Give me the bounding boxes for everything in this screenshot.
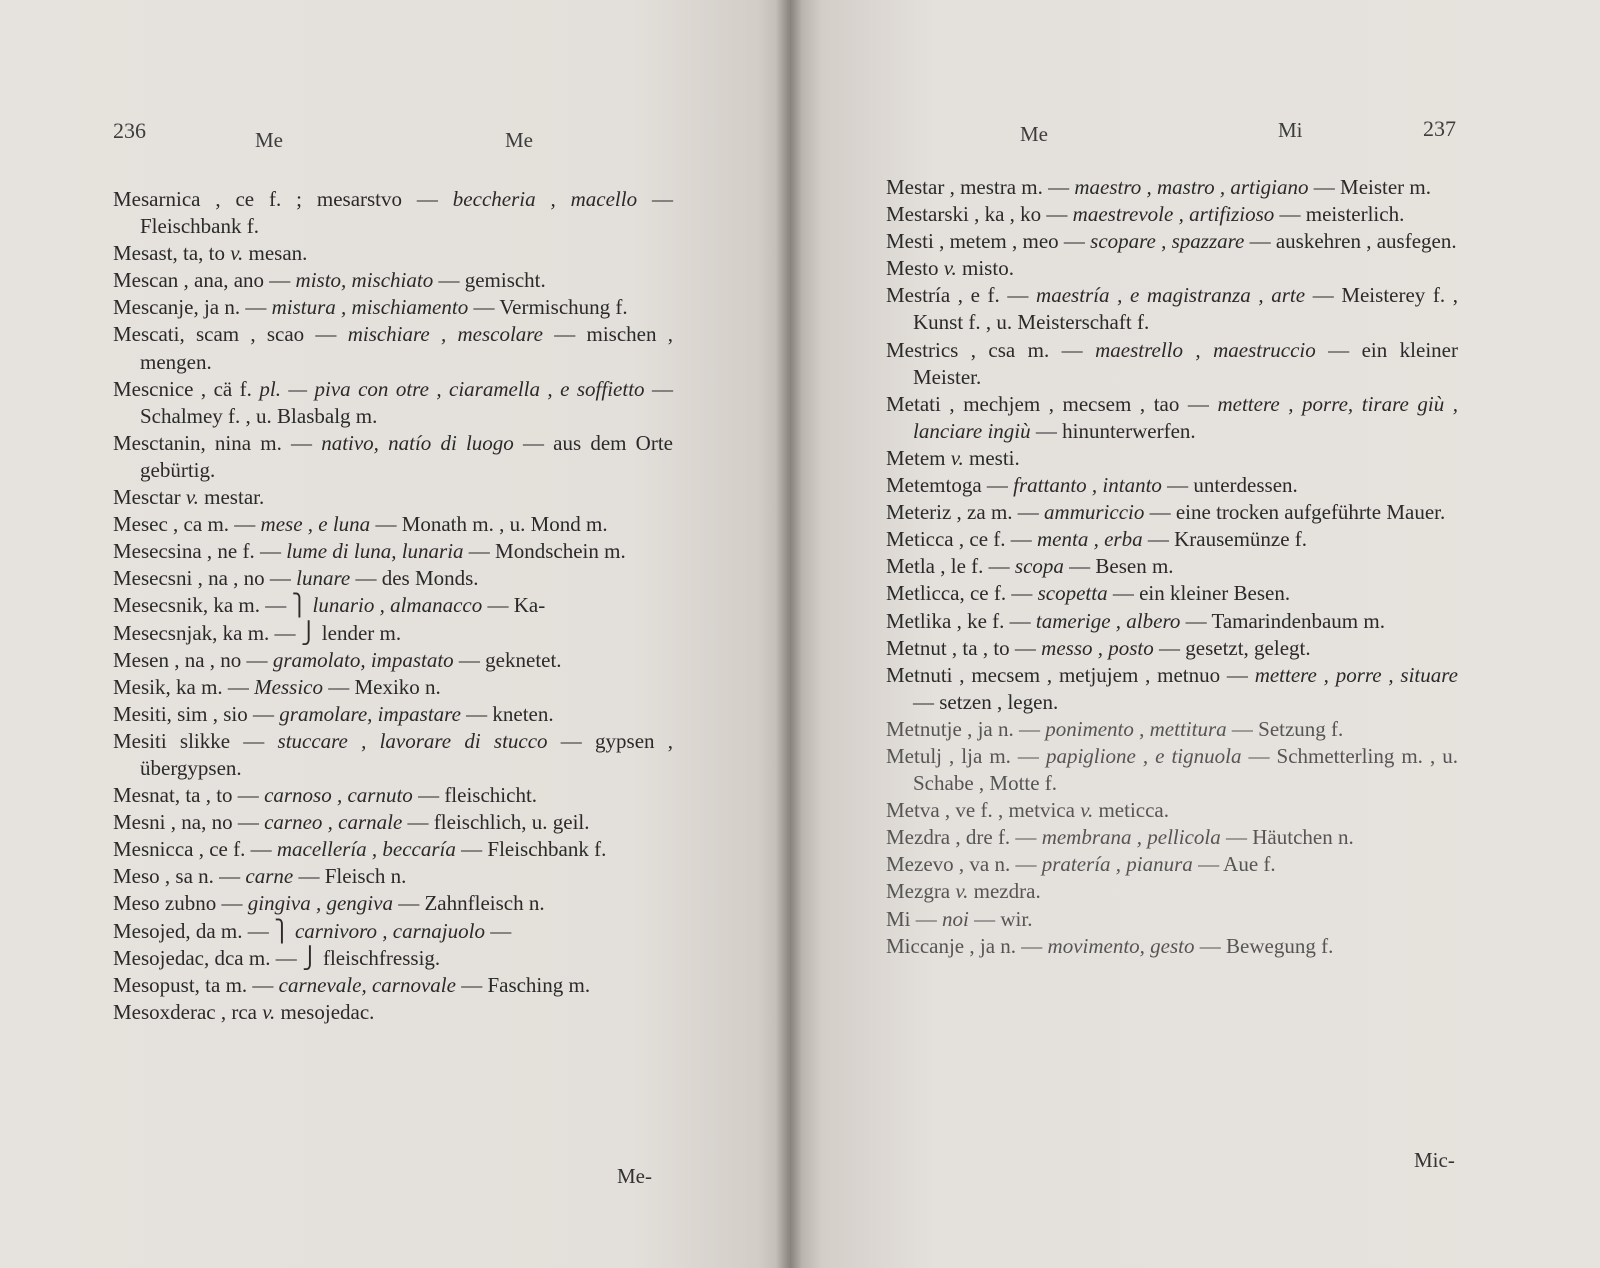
entry-headword: Mesnat, ta , to — bbox=[113, 783, 265, 808]
page-number: 237 bbox=[1423, 116, 1456, 141]
entry-italian: mettere , porre , situare bbox=[1254, 662, 1458, 687]
dictionary-entry bbox=[886, 201, 1458, 228]
entry-headword: Mesti , metem , meo — bbox=[886, 229, 1091, 254]
dictionary-entry bbox=[113, 620, 673, 647]
entry-headword: Mesni , na, no — bbox=[113, 810, 265, 835]
dictionary-entry bbox=[886, 445, 1458, 472]
entry-headword: Mesojedac, dca m. — ⎭ bbox=[113, 945, 323, 970]
dictionary-column bbox=[886, 174, 1458, 960]
entry-italian: pratería , pianura bbox=[1041, 852, 1193, 877]
entry-german: mestar. bbox=[198, 485, 265, 510]
entry-italian: stuccare , lavorare di stucco bbox=[277, 728, 548, 753]
dictionary-entry bbox=[113, 999, 673, 1026]
entry-headword: Metemtoga — bbox=[886, 473, 1014, 498]
dictionary-entry bbox=[113, 267, 673, 294]
entry-headword: Mesecsnik, ka m. — ⎫ bbox=[113, 593, 313, 618]
catchword: Me- bbox=[617, 1164, 652, 1188]
dictionary-entry bbox=[886, 824, 1458, 851]
entry-italian: mese , e luna bbox=[260, 512, 371, 537]
dictionary-entry bbox=[886, 526, 1458, 553]
dictionary-entry bbox=[886, 797, 1458, 824]
entry-italian: lume di luna, lunaria bbox=[286, 539, 464, 564]
entry-german: fleischfressig. bbox=[322, 945, 441, 970]
entry-headword: Mestría , e f. — bbox=[886, 283, 1037, 308]
entry-german: — gemischt. bbox=[433, 268, 546, 293]
dictionary-entry bbox=[886, 851, 1458, 878]
entry-german: — Schmetterling m. , u. Schabe , Motte f. bbox=[913, 743, 1458, 796]
dictionary-entry bbox=[886, 635, 1458, 662]
entry-headword: Metnut , ta , to — bbox=[886, 635, 1042, 660]
entry-italian: gramolato, impastato bbox=[272, 647, 454, 672]
entry-italian: ammuriccio bbox=[1044, 500, 1145, 525]
entry-german: — eine trocken aufgeführte Mauer. bbox=[1144, 500, 1446, 525]
entry-german: — hinunterwerfen. bbox=[1030, 418, 1196, 443]
page-number: 236 bbox=[113, 118, 146, 143]
entry-italian: carneo , carnale bbox=[264, 810, 403, 835]
entry-german: — mischen , mengen. bbox=[140, 322, 673, 374]
entry-german: — Fleischbank f. bbox=[140, 187, 673, 239]
entry-headword: Mescanje, ja n. — bbox=[113, 295, 272, 320]
entry-headword: Mesnicca , ce f. — bbox=[113, 837, 277, 862]
entry-german: — Bewegung f. bbox=[1194, 933, 1334, 958]
dictionary-entry bbox=[886, 608, 1458, 635]
entry-german: — fleischicht. bbox=[412, 783, 538, 808]
entry-german: — unterdessen. bbox=[1161, 473, 1298, 498]
entry-headword: Mezevo , va n. — bbox=[886, 852, 1042, 877]
entry-german: — gypsen , übergypsen. bbox=[140, 728, 673, 780]
running-header-right: Me bbox=[505, 128, 533, 152]
entry-headword: Metlicca, ce f. — bbox=[886, 581, 1038, 606]
entry-german: — Tamarindenbaum m. bbox=[1180, 608, 1385, 633]
dictionary-entry bbox=[886, 499, 1458, 526]
entry-italian: tamerige , albero bbox=[1035, 608, 1181, 633]
entry-headword: Metnuti , mecsem , metjujem , metnuo — bbox=[886, 662, 1255, 687]
dictionary-entry bbox=[113, 809, 673, 836]
entry-headword: Mescnice , cä f. bbox=[113, 376, 260, 401]
entry-italian: mischiare , mescolare bbox=[347, 322, 544, 347]
entry-italian: movimento, gesto bbox=[1047, 933, 1195, 958]
entry-headword: Mesctanin, nina m. — bbox=[113, 430, 322, 455]
dictionary-entry bbox=[113, 782, 673, 809]
entry-german: — ein kleiner Besen. bbox=[1107, 581, 1291, 606]
entry-italian: nativo, natío di luogo bbox=[321, 430, 514, 455]
dictionary-entry bbox=[113, 701, 673, 728]
dictionary-entry bbox=[886, 255, 1458, 282]
entry-german: misto. bbox=[956, 256, 1014, 281]
dictionary-entry bbox=[113, 565, 673, 592]
entry-headword: Mesiti slikke — bbox=[113, 728, 278, 753]
dictionary-entry bbox=[886, 228, 1458, 255]
entry-headword: Mescati, scam , scao — bbox=[113, 322, 348, 347]
entry-italian: v. bbox=[185, 485, 199, 510]
entry-italian: macellería , beccaría bbox=[276, 837, 456, 862]
entry-italian: papiglione , e tignuola bbox=[1045, 743, 1242, 768]
entry-italian: v. bbox=[950, 445, 964, 470]
dictionary-entry bbox=[886, 472, 1458, 499]
dictionary-entry bbox=[886, 282, 1458, 336]
entry-german: — Mondschein m. bbox=[463, 539, 626, 564]
entry-headword: Mezgra bbox=[886, 879, 956, 904]
entry-headword: Meso zubno — bbox=[113, 891, 248, 916]
dictionary-entry bbox=[886, 662, 1458, 716]
entry-italian: v. bbox=[1080, 798, 1094, 823]
entry-italian: frattanto , intanto bbox=[1013, 473, 1162, 498]
entry-german: — gesetzt, gelegt. bbox=[1153, 635, 1311, 660]
dictionary-entry bbox=[113, 376, 673, 430]
entry-italian: messo , posto bbox=[1041, 635, 1154, 660]
running-header-left: Me bbox=[1020, 122, 1048, 146]
dictionary-entry bbox=[886, 743, 1458, 797]
entry-german: — setzen , legen. bbox=[913, 689, 1059, 714]
entry-italian: mettere , porre, tirare giù , lanciare ingiù bbox=[913, 391, 1459, 443]
entry-italian: maestría , e magistranza , arte bbox=[1036, 283, 1306, 308]
entry-headword: Meteriz , za m. — bbox=[886, 500, 1045, 525]
entry-german: — Ka- bbox=[482, 593, 546, 618]
dictionary-entry bbox=[113, 647, 673, 674]
catchword: Mic- bbox=[1414, 1148, 1455, 1172]
entry-italian: pl. — piva con otre , ciaramella , e soffietto bbox=[259, 376, 645, 401]
entry-german: — kneten. bbox=[460, 701, 554, 726]
entry-headword: Mesecsina , ne f. — bbox=[113, 539, 287, 564]
entry-italian: misto, mischiato bbox=[295, 268, 434, 293]
entry-german: — Setzung f. bbox=[1226, 716, 1344, 741]
entry-headword: Miccanje , ja n. — bbox=[886, 933, 1048, 958]
dictionary-column bbox=[113, 186, 673, 1026]
entry-german: — Monath m. , u. Mond m. bbox=[370, 512, 608, 537]
entry-italian: Messico bbox=[254, 674, 323, 699]
dictionary-entry bbox=[886, 391, 1458, 445]
dictionary-entry bbox=[113, 321, 673, 375]
entry-headword: Mesto bbox=[886, 256, 944, 281]
dictionary-entry bbox=[886, 553, 1458, 580]
entry-german: — Schalmey f. , u. Blasbalg m. bbox=[140, 376, 673, 428]
entry-german: — Krausemünze f. bbox=[1142, 527, 1308, 552]
entry-headword: Mesarnica , ce f. ; mesarstvo — bbox=[113, 187, 453, 211]
dictionary-entry bbox=[886, 337, 1458, 391]
entry-italian: scopare , spazzare bbox=[1090, 229, 1245, 254]
entry-headword: Mesast, ta, to bbox=[113, 241, 231, 266]
entry-italian: carnevale, carnovale bbox=[278, 972, 456, 997]
entry-german: — Besen m. bbox=[1063, 554, 1174, 579]
entry-german: — Meister m. bbox=[1308, 175, 1431, 199]
entry-headword: Meso , sa n. — bbox=[113, 864, 246, 889]
entry-headword: Metati , mechjem , mecsem , tao — bbox=[886, 391, 1218, 416]
entry-german: mesti. bbox=[963, 445, 1020, 470]
dictionary-entry bbox=[113, 945, 673, 972]
entry-headword: Mesoxderac , rca bbox=[113, 999, 263, 1024]
entry-italian: carnoso , carnuto bbox=[264, 783, 413, 808]
dictionary-entry bbox=[113, 918, 673, 945]
entry-headword: Mesecsnjak, ka m. — ⎭ bbox=[113, 620, 322, 645]
entry-german: — Fasching m. bbox=[455, 972, 591, 997]
entry-italian: scopa bbox=[1014, 554, 1064, 579]
entry-headword: Mesctar bbox=[113, 485, 186, 510]
entry-german: — Meisterey f. , Kunst f. , u. Meisterschaft f. bbox=[913, 283, 1459, 335]
entry-german: — ein kleiner Meister. bbox=[913, 337, 1458, 389]
entry-italian: gingiva , gengiva bbox=[247, 891, 393, 916]
entry-german: — auskehren , ausfegen. bbox=[1244, 229, 1457, 254]
entry-headword: Mesiti, sim , sio — bbox=[113, 701, 280, 726]
entry-headword: Mesopust, ta m. — bbox=[113, 972, 279, 997]
entry-german: — Fleisch n. bbox=[293, 864, 407, 889]
entry-german: mezdra. bbox=[968, 879, 1041, 904]
entry-italian: scopetta bbox=[1037, 581, 1108, 606]
entry-italian: carnivoro , carnajuolo bbox=[294, 918, 485, 943]
entry-german: — geknetet. bbox=[453, 647, 562, 672]
entry-headword: Mesen , na , no — bbox=[113, 647, 273, 672]
dictionary-entry bbox=[886, 933, 1458, 960]
entry-italian: mistura , mischiamento bbox=[271, 295, 469, 320]
dictionary-entry bbox=[113, 728, 673, 782]
entry-german: — Mexiko n. bbox=[322, 674, 441, 699]
entry-headword: Mesecsni , na , no — bbox=[113, 566, 297, 591]
entry-headword: Mi — bbox=[886, 906, 943, 931]
entry-german: mesojedac. bbox=[275, 999, 375, 1024]
entry-italian: v. bbox=[955, 879, 969, 904]
entry-headword: Meticca , ce f. — bbox=[886, 527, 1038, 552]
dictionary-entry bbox=[886, 580, 1458, 607]
entry-german: — Fleischbank f. bbox=[455, 837, 607, 862]
entry-headword: Mesik, ka m. — bbox=[113, 674, 255, 699]
entry-headword: Mescan , ana, ano — bbox=[113, 268, 296, 293]
entry-italian: noi bbox=[942, 906, 969, 931]
dictionary-entry bbox=[113, 592, 673, 619]
entry-german: — Vermischung f. bbox=[468, 295, 628, 320]
entry-german: lender m. bbox=[321, 620, 402, 645]
dictionary-entry bbox=[113, 294, 673, 321]
entry-italian: gramolare, impastare bbox=[279, 701, 461, 726]
right-page bbox=[790, 0, 1600, 1268]
dictionary-entry bbox=[113, 674, 673, 701]
entry-german: — wir. bbox=[968, 906, 1033, 931]
dictionary-entry bbox=[886, 716, 1458, 743]
entry-headword: Metulj , lja m. — bbox=[886, 743, 1046, 768]
dictionary-entry bbox=[113, 972, 673, 999]
entry-headword: Mestrics , csa m. — bbox=[886, 337, 1096, 362]
entry-italian: membrana , pellicola bbox=[1041, 825, 1221, 850]
entry-headword: Mesec , ca m. — bbox=[113, 512, 261, 537]
running-header-left: Me bbox=[255, 128, 283, 152]
dictionary-entry bbox=[113, 890, 673, 917]
entry-italian: v. bbox=[943, 256, 957, 281]
entry-german: — Zahnfleisch n. bbox=[392, 891, 545, 916]
entry-headword: Metem bbox=[886, 445, 951, 470]
entry-italian: v. bbox=[230, 241, 244, 266]
dictionary-entry bbox=[113, 511, 673, 538]
dictionary-entry bbox=[113, 186, 673, 240]
entry-german: — bbox=[484, 918, 512, 943]
entry-italian: maestrello , maestruccio bbox=[1095, 337, 1316, 362]
left-page bbox=[0, 0, 790, 1268]
dictionary-entry bbox=[113, 430, 673, 484]
running-header-right: Mi bbox=[1278, 118, 1303, 142]
entry-german: meticca. bbox=[1093, 798, 1169, 823]
entry-italian: menta , erba bbox=[1037, 527, 1143, 552]
entry-headword: Metlika , ke f. — bbox=[886, 608, 1036, 633]
entry-headword: Mezdra , dre f. — bbox=[886, 825, 1042, 850]
book-gutter bbox=[776, 0, 802, 1268]
entry-headword: Mestar , mestra m. — bbox=[886, 175, 1075, 199]
entry-headword: Mesojed, da m. — ⎫ bbox=[113, 918, 295, 943]
entry-german: mesan. bbox=[243, 241, 308, 266]
entry-italian: lunare bbox=[296, 566, 351, 591]
dictionary-entry bbox=[113, 836, 673, 863]
entry-german: — fleischlich, u. geil. bbox=[402, 810, 590, 835]
dictionary-entry bbox=[113, 240, 673, 267]
entry-italian: carne bbox=[245, 864, 294, 889]
entry-headword: Metla , le f. — bbox=[886, 554, 1015, 579]
entry-german: — Häutchen n. bbox=[1220, 825, 1354, 850]
dictionary-entry bbox=[886, 174, 1458, 201]
entry-german: — meisterlich. bbox=[1274, 202, 1405, 227]
entry-italian: maestrevole , artifizioso bbox=[1072, 202, 1275, 227]
dictionary-entry bbox=[113, 484, 673, 511]
entry-german: — aus dem Orte gebürtig. bbox=[140, 430, 673, 482]
entry-headword: Mestarski , ka , ko — bbox=[886, 202, 1073, 227]
entry-headword: Metva , ve f. , metvica bbox=[886, 798, 1081, 823]
entry-headword: Metnutje , ja n. — bbox=[886, 716, 1046, 741]
dictionary-entry bbox=[886, 878, 1458, 905]
entry-italian: maestro , mastro , artigiano bbox=[1074, 175, 1309, 199]
entry-italian: lunario , almanacco bbox=[312, 593, 483, 618]
entry-italian: v. bbox=[262, 999, 276, 1024]
dictionary-entry bbox=[113, 863, 673, 890]
entry-german: — Aue f. bbox=[1192, 852, 1276, 877]
entry-italian: beccheria , macello bbox=[452, 187, 638, 211]
entry-german: — des Monds. bbox=[350, 566, 479, 591]
entry-italian: ponimento , mettitura bbox=[1045, 716, 1227, 741]
dictionary-entry bbox=[113, 538, 673, 565]
dictionary-entry bbox=[886, 906, 1458, 933]
